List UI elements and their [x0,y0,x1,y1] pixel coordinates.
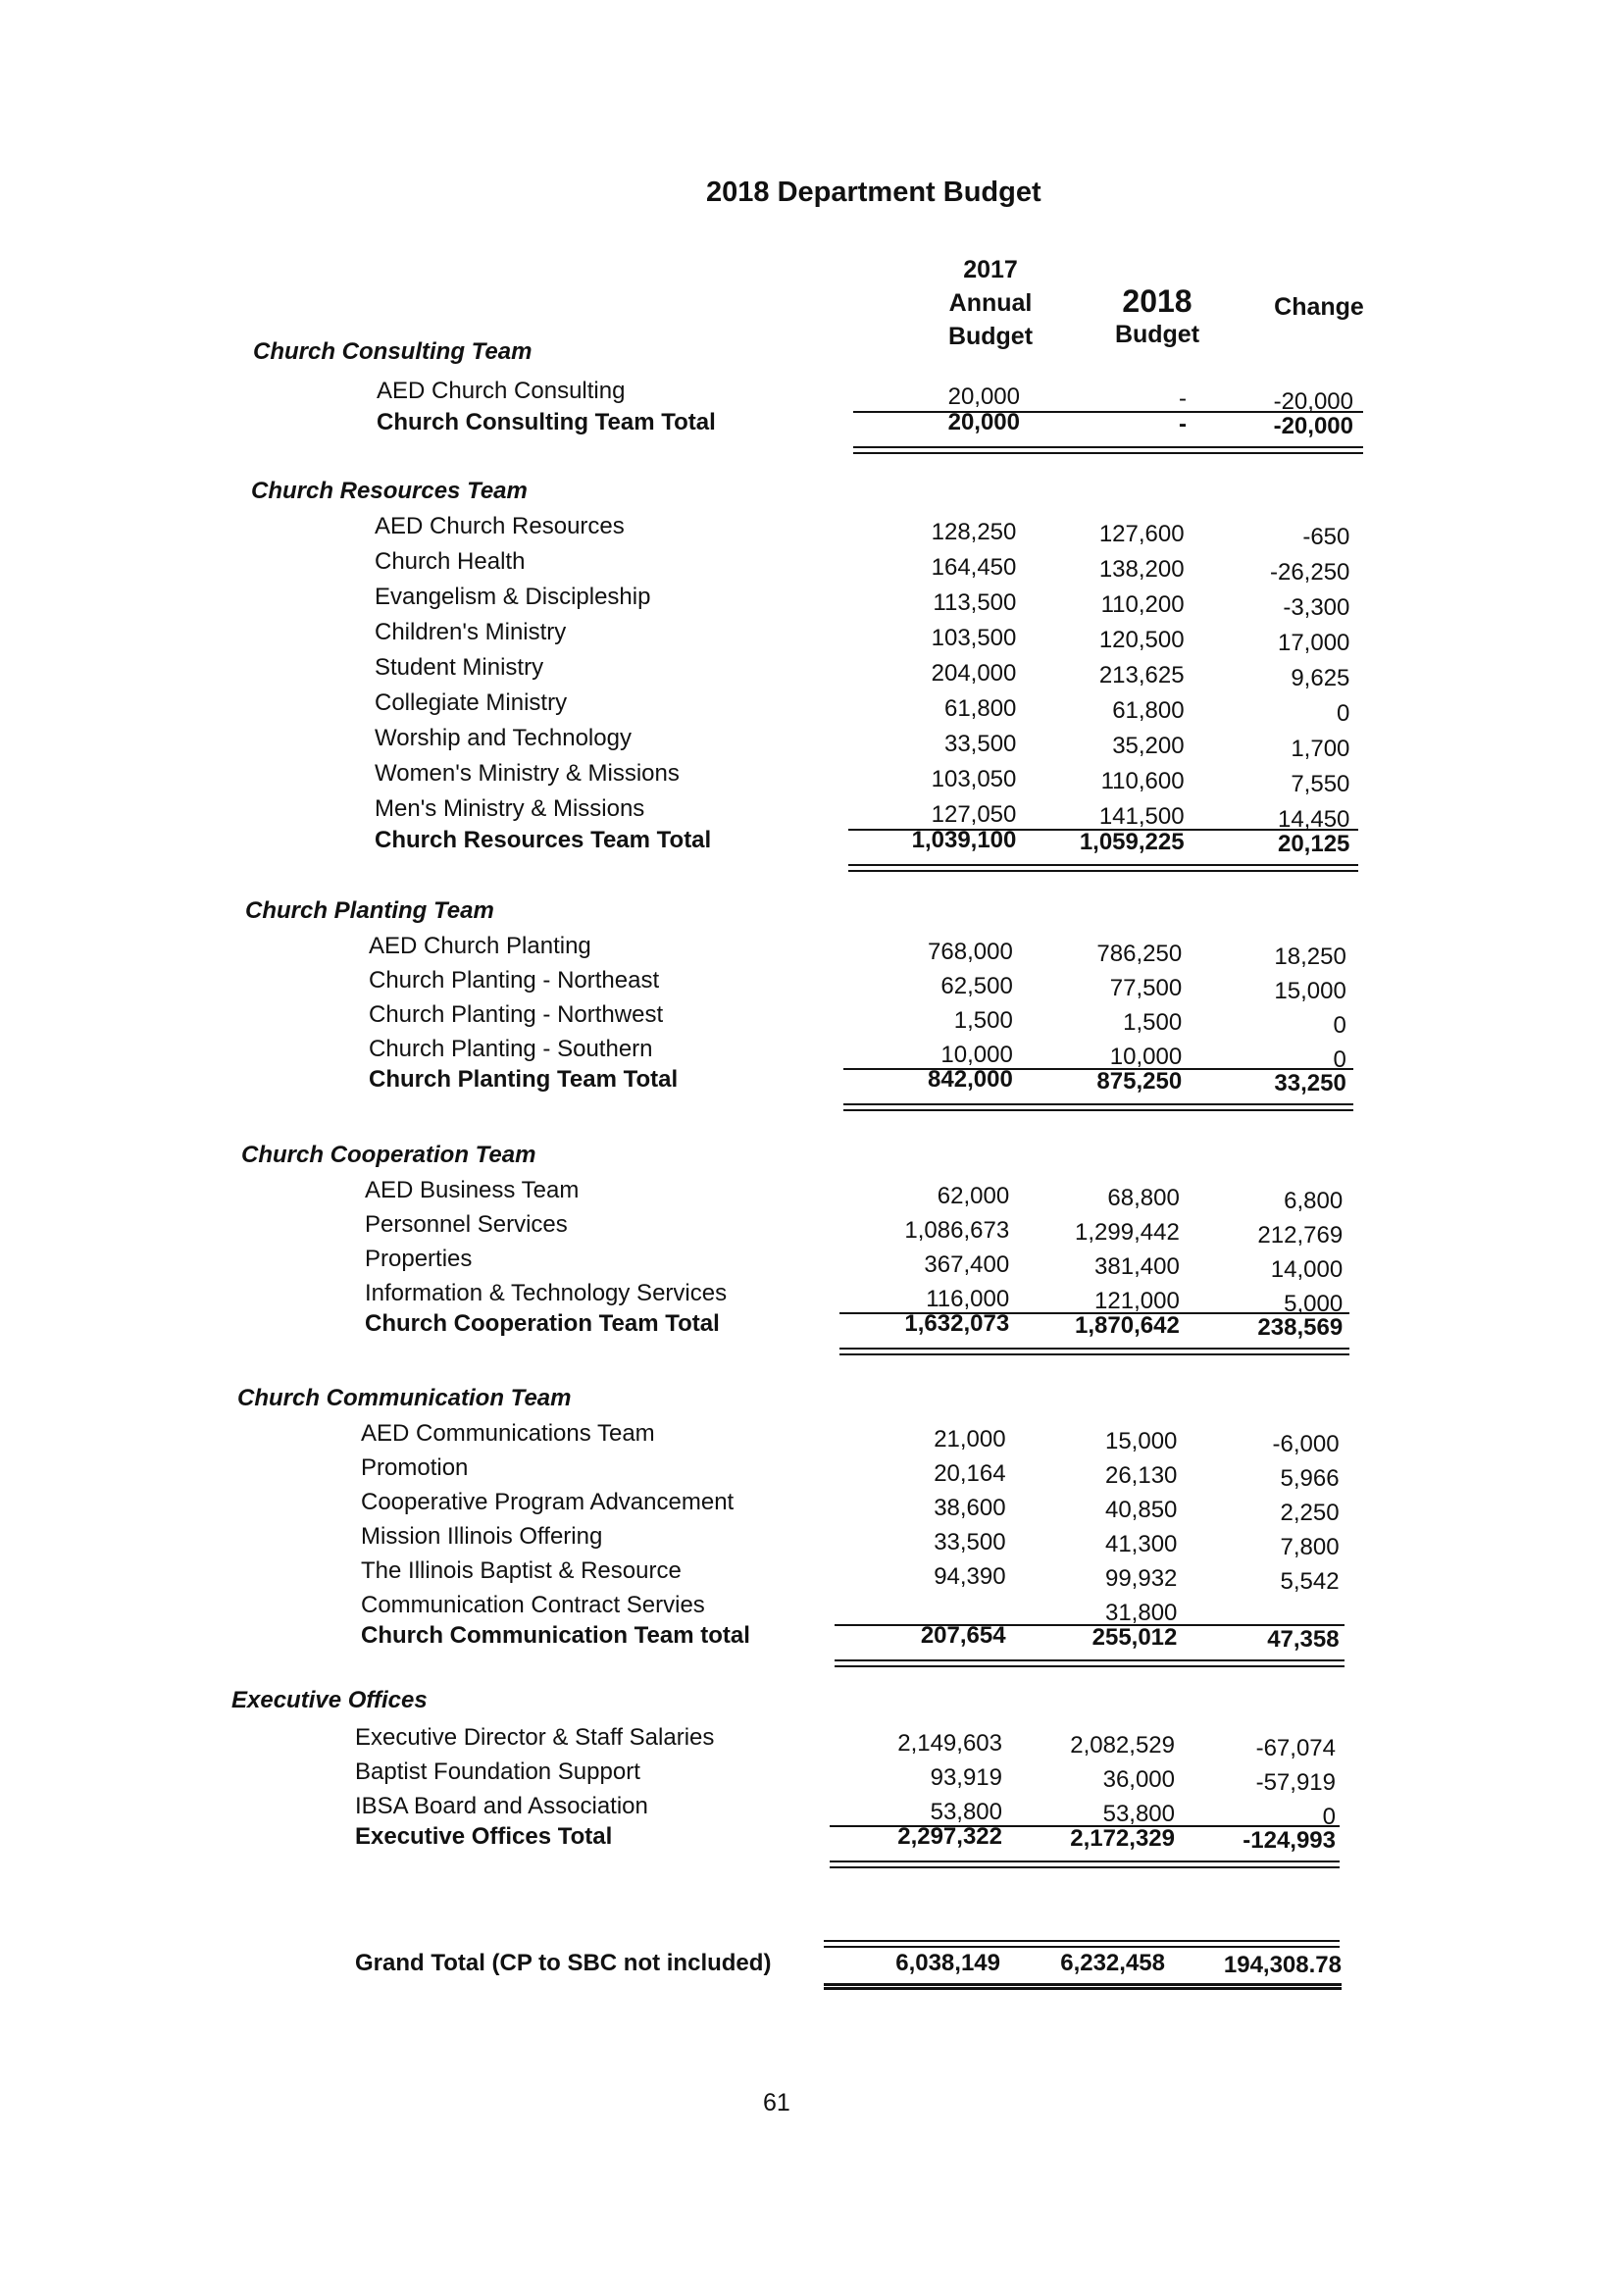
rule-line [848,864,1358,866]
line-item-2017: 62,000 [937,1183,1010,1209]
line-item-change: 1,700 [1291,736,1350,762]
line-item-2018: 120,500 [1098,627,1185,653]
line-item-label: Cooperative Program Advancement [361,1489,735,1515]
line-item-change: 0 [1322,1804,1336,1830]
line-item-2017: 1,500 [953,1007,1013,1034]
section-heading: Church Planting Team [245,897,494,924]
line-item-change: 14,450 [1277,806,1350,833]
line-item-2018: 77,500 [1109,975,1183,1001]
rule-line [839,1348,1349,1350]
line-item-label: AED Church Planting [369,933,591,959]
line-item-2017: 367,400 [924,1251,1010,1278]
line-item-label: Personnel Services [365,1211,568,1238]
line-item-2017: 116,000 [926,1286,1010,1312]
section-total-2017: 842,000 [928,1066,1013,1093]
line-item-2018: 41,300 [1104,1531,1178,1557]
line-item-change: 17,000 [1277,630,1350,656]
line-item-2017: 33,500 [943,731,1017,757]
line-item-change: 6,800 [1284,1188,1344,1214]
line-item-2018: 110,600 [1100,768,1185,794]
col-header-2018-year: 2018 [1122,283,1193,319]
line-item-change: 18,250 [1274,943,1346,970]
line-item-2018: 31,800 [1104,1600,1178,1626]
line-item-change: -26,250 [1269,559,1350,586]
line-item-2018: 141,500 [1098,803,1185,830]
line-item-2018: 10,000 [1109,1044,1183,1070]
section-total-label: Church Planting Team Total [369,1066,679,1093]
line-item-change: 5,966 [1280,1465,1340,1492]
rule-line [853,446,1363,448]
rule-line [853,452,1363,454]
grand-total-2017: 6,038,149 [895,1950,1000,1976]
section-total-change: -124,993 [1243,1827,1336,1854]
line-item-change: 7,800 [1280,1534,1340,1560]
line-item-2018: 26,130 [1104,1462,1178,1489]
section-total-label: Church Cooperation Team Total [365,1310,720,1337]
line-item-2018: 99,932 [1104,1565,1178,1592]
section-total-2018: 2,172,329 [1070,1825,1175,1852]
line-item-2018: 53,800 [1102,1801,1175,1827]
col-header-2017-annual: Annual [948,289,1033,317]
line-item-change: 9,625 [1291,665,1350,691]
rule-line [830,1866,1340,1868]
grand-total-label: Grand Total (CP to SBC not included) [355,1950,772,1976]
line-item-2018: 61,800 [1112,697,1185,724]
line-item-label: AED Business Team [365,1177,580,1203]
col-header-2017-year: 2017 [963,256,1018,283]
section-heading: Executive Offices [231,1687,428,1713]
section-total-2018: 255,012 [1091,1624,1178,1651]
rule-line [835,1665,1345,1667]
page-title: 2018 Department Budget [706,177,1041,208]
line-item-change: -3,300 [1283,594,1350,621]
line-item-label: Church Planting - Northeast [369,967,660,994]
line-item-label: Properties [365,1246,473,1272]
line-item-change: -67,074 [1255,1735,1336,1761]
line-item-2018: 1,500 [1123,1009,1183,1036]
section-total-label: Church Communication Team total [361,1622,750,1649]
line-item-2017: 53,800 [930,1799,1002,1825]
line-item-change: 0 [1337,700,1350,727]
line-item-2017: 93,919 [930,1764,1002,1791]
col-header-2018-budget: Budget [1114,321,1200,348]
section-heading: Church Resources Team [251,478,528,504]
line-item-label: Collegiate Ministry [375,689,568,716]
rule-line [824,1983,1342,1986]
section-total-change: 47,358 [1267,1626,1340,1653]
line-item-change: 7,550 [1291,771,1350,797]
line-item-2017: 38,600 [934,1495,1006,1521]
section-total-label: Church Resources Team Total [375,827,712,853]
line-item-change: -57,919 [1255,1769,1336,1796]
line-item-change: 15,000 [1274,978,1346,1004]
line-item-2017: 21,000 [934,1426,1006,1453]
line-item-2018: 2,082,529 [1070,1732,1175,1759]
line-item-2017: 33,500 [934,1529,1006,1555]
line-item-2018: - [1179,385,1187,412]
line-item-change: -6,000 [1272,1431,1340,1457]
rule-line [839,1353,1349,1355]
line-item-change: 5,000 [1284,1291,1344,1317]
line-item-2017: 62,500 [940,973,1013,999]
rule-line [824,1987,1342,1990]
line-item-label: IBSA Board and Association [355,1793,648,1819]
col-header-change: Change [1274,293,1364,321]
line-item-2017: 20,164 [934,1460,1006,1487]
line-item-change: 212,769 [1257,1222,1344,1249]
line-item-2017: 204,000 [931,660,1017,687]
line-item-2018: 110,200 [1100,591,1185,618]
line-item-label: Student Ministry [375,654,544,681]
line-item-label: Church Planting - Northwest [369,1001,664,1028]
line-item-2017: 1,086,673 [904,1217,1010,1244]
grand-total-2018: 6,232,458 [1060,1950,1165,1976]
line-item-2017: 127,050 [931,801,1017,828]
section-total-2017: 1,039,100 [911,827,1017,853]
line-item-label: AED Communications Team [361,1420,655,1447]
line-item-change: 0 [1333,1046,1346,1073]
section-total-change: 20,125 [1277,831,1350,857]
line-item-change: -20,000 [1273,388,1353,415]
line-item-2017: 103,500 [931,625,1017,651]
line-item-2018: 138,200 [1098,556,1185,583]
line-item-label: Information & Technology Services [365,1280,728,1306]
line-item-2017: 94,390 [934,1563,1006,1590]
line-item-2017: 768,000 [928,939,1013,965]
section-heading: Church Communication Team [237,1385,572,1411]
line-item-label: Promotion [361,1454,469,1481]
rule-line [824,1946,1340,1948]
section-total-2018: 1,870,642 [1075,1312,1180,1339]
col-header-2018 [1079,284,1236,351]
line-item-2018: 15,000 [1104,1428,1178,1454]
section-total-2018: 1,059,225 [1079,829,1185,855]
rule-line [848,870,1358,872]
section-total-2017: 207,654 [920,1622,1006,1649]
line-item-label: AED Church Resources [375,513,625,539]
section-heading: Church Cooperation Team [241,1142,536,1168]
line-item-label: Children's Ministry [375,619,567,645]
line-item-2018: 36,000 [1102,1766,1175,1793]
section-heading: Church Consulting Team [253,338,533,365]
rule-line [830,1861,1340,1862]
line-item-label: Mission Illinois Offering [361,1523,603,1550]
line-item-2018: 40,850 [1104,1497,1178,1523]
line-item-2018: 127,600 [1098,521,1185,547]
rule-line [843,1109,1353,1111]
line-item-label: Church Planting - Southern [369,1036,653,1062]
section-total-change: -20,000 [1273,413,1353,439]
line-item-2017: 61,800 [943,695,1017,722]
line-item-label: Women's Ministry & Missions [375,760,680,787]
line-item-2017: 103,050 [931,766,1017,792]
line-item-2018: 121,000 [1094,1288,1180,1314]
line-item-label: The Illinois Baptist & Resource [361,1557,682,1584]
line-item-2018: 1,299,442 [1075,1219,1180,1246]
section-total-change: 238,569 [1257,1314,1344,1341]
rule-line [824,1940,1340,1942]
col-header-2017 [912,253,1069,353]
section-total-label: Church Consulting Team Total [377,409,716,435]
line-item-label: Worship and Technology [375,725,632,751]
section-total-2017: 20,000 [947,409,1020,435]
section-total-change: 33,250 [1274,1070,1346,1096]
line-item-2018: 381,400 [1094,1253,1180,1280]
line-item-2017: 20,000 [947,383,1020,410]
section-total-2017: 2,297,322 [897,1823,1002,1850]
grand-total-change: 194,308.78 [1223,1952,1342,1978]
line-item-change: -650 [1302,524,1350,550]
line-item-label: Church Health [375,548,526,575]
page-number: 61 [763,2089,790,2116]
line-item-2018: 786,250 [1096,941,1183,967]
section-total-2018: - [1179,411,1187,437]
line-item-2017: 113,500 [933,589,1017,616]
line-item-2018: 213,625 [1098,662,1185,688]
line-item-label: Men's Ministry & Missions [375,795,645,822]
rule-line [835,1659,1345,1661]
line-item-change: 2,250 [1280,1500,1340,1526]
line-item-2018: 35,200 [1112,733,1185,759]
line-item-2017: 10,000 [940,1042,1013,1068]
line-item-change: 0 [1333,1012,1346,1039]
line-item-label: Baptist Foundation Support [355,1759,640,1785]
col-header-2017-budget: Budget [947,323,1034,350]
line-item-2017: 2,149,603 [897,1730,1002,1757]
line-item-label: Communication Contract Servies [361,1592,705,1618]
line-item-2018: 68,800 [1107,1185,1180,1211]
section-total-label: Executive Offices Total [355,1823,613,1850]
rule-line [843,1103,1353,1105]
line-item-2017: 128,250 [931,519,1017,545]
line-item-label: Executive Director & Staff Salaries [355,1724,715,1751]
line-item-label: Evangelism & Discipleship [375,584,651,610]
section-total-2017: 1,632,073 [904,1310,1010,1337]
section-total-2018: 875,250 [1096,1068,1183,1095]
line-item-label: AED Church Consulting [377,378,626,404]
line-item-2017: 164,450 [931,554,1017,581]
line-item-change: 14,000 [1270,1256,1344,1283]
line-item-change: 5,542 [1280,1568,1340,1595]
